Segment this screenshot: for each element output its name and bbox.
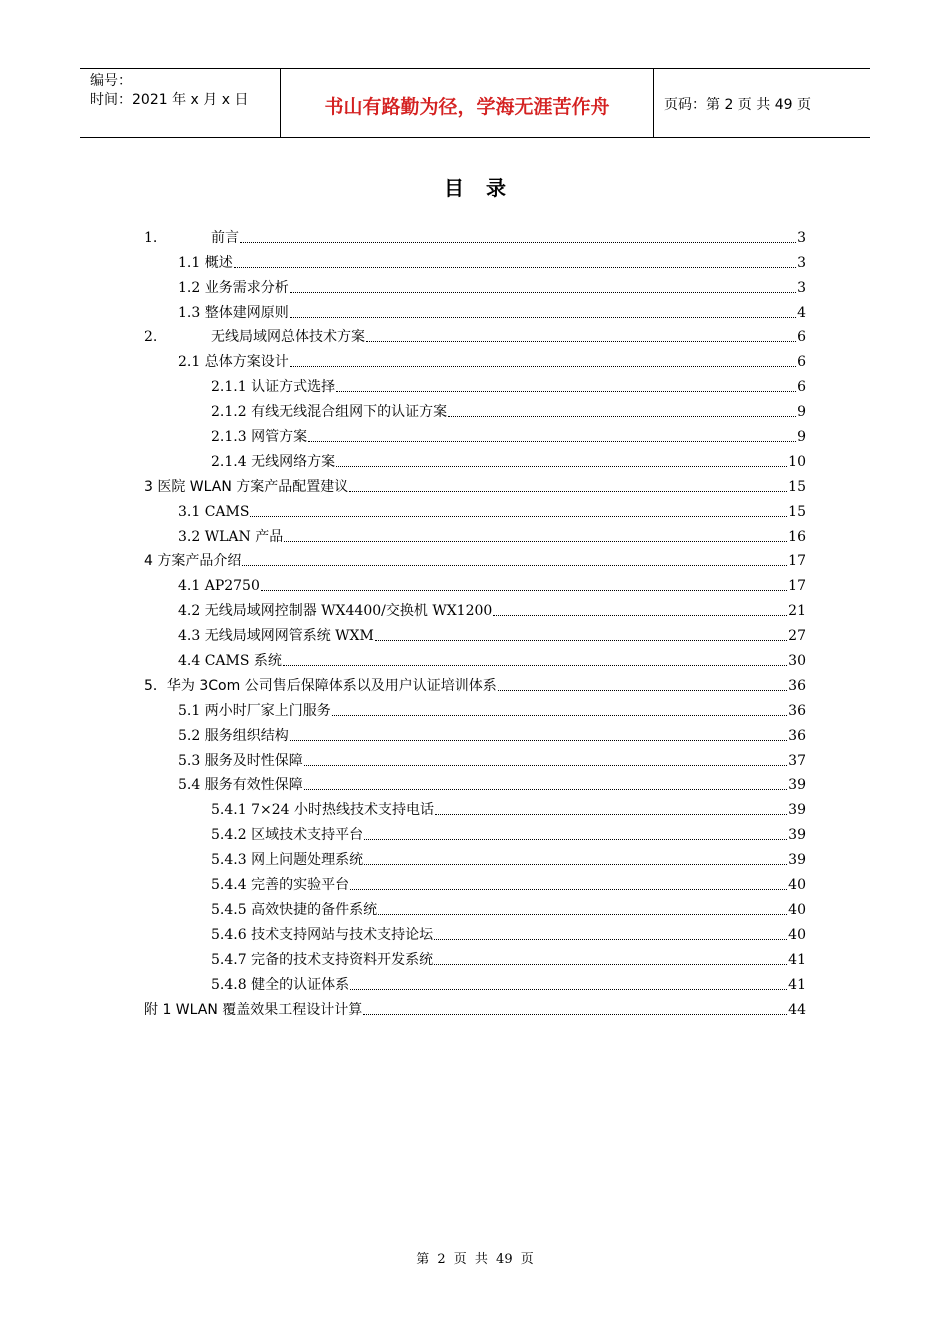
- toc-entry[interactable]: [144, 818, 806, 843]
- toc-leader-dots: [290, 317, 796, 318]
- toc-entry-label: [211, 927, 433, 943]
- toc-entry-page: 36: [788, 702, 806, 719]
- toc-entry[interactable]: [144, 619, 806, 644]
- toc-entry-page: 37: [788, 752, 806, 769]
- toc-entry-page: 3: [797, 229, 806, 246]
- toc-entry-text: 5.4 服务有效性保障: [178, 777, 303, 794]
- toc-leader-dots: [250, 516, 787, 517]
- toc-leader-dots: [375, 640, 787, 641]
- toc-entry-label: [211, 877, 349, 893]
- toc-leader-dots: [290, 366, 796, 367]
- toc-leader-dots: [349, 491, 787, 492]
- toc-entry[interactable]: [144, 993, 806, 1018]
- toc-entry[interactable]: [144, 644, 806, 669]
- toc-entry-label: [178, 504, 249, 520]
- toc-leader-dots: [434, 964, 787, 965]
- toc-entry-label: [178, 354, 289, 370]
- toc-entry[interactable]: [144, 296, 806, 321]
- toc-leader-dots: [332, 715, 787, 716]
- toc-entry-text: 4.1 AP2750: [178, 578, 260, 595]
- toc-entry-text: 4.4 CAMS 系统: [178, 653, 282, 670]
- toc-entry-page: 40: [788, 926, 806, 943]
- toc-entry-text: 5.4.5 高效快捷的备件系统: [211, 901, 378, 918]
- toc-entry-label: [144, 329, 365, 345]
- page-header: [80, 68, 870, 138]
- toc-entry-label: [178, 255, 233, 271]
- toc-entry-page: 9: [797, 404, 806, 421]
- toc-entry-label: [211, 802, 434, 818]
- toc-entry[interactable]: [144, 246, 806, 271]
- toc-entry-text: 5.4.4 完善的实验平台: [211, 877, 350, 894]
- toc-entry[interactable]: [144, 918, 806, 943]
- toc-entry-text: 5.4.7 完备的技术支持资料开发系统: [211, 951, 434, 968]
- toc-entry-text: 2.1.4 无线网络方案: [211, 453, 336, 470]
- toc-entry-text: 5.4.2 区域技术支持平台: [211, 827, 364, 844]
- toc-entry[interactable]: [144, 445, 806, 470]
- toc-entry-text: 4.2 无线局域网控制器 WX4400/交换机 WX1200: [178, 603, 493, 620]
- toc-leader-dots: [378, 914, 787, 915]
- toc-leader-dots: [283, 665, 787, 666]
- toc-leader-dots: [290, 292, 796, 293]
- toc-entry-number: 2.: [144, 329, 158, 346]
- toc-entry-page: 21: [788, 603, 806, 620]
- header-meta: [80, 69, 281, 137]
- toc-entry-number: 1.: [144, 229, 158, 246]
- toc-entry-label: [178, 603, 492, 619]
- toc-entry[interactable]: [144, 569, 806, 594]
- toc-entry-page: 39: [788, 802, 806, 819]
- toc-entry-label: [211, 952, 433, 968]
- toc-leader-dots: [366, 341, 796, 342]
- toc-entry-page: 10: [788, 453, 806, 470]
- toc-entry[interactable]: [144, 370, 806, 395]
- toc-entry-text: 3 医院 WLAN 方案产品配置建议: [144, 478, 349, 495]
- toc-entry-text: 前言: [211, 229, 239, 246]
- toc-entry-text: 附 1 WLAN 覆盖效果工程设计计算: [144, 1001, 363, 1018]
- toc-entry-page: 41: [788, 976, 806, 993]
- toc-leader-dots: [336, 391, 796, 392]
- toc-entry[interactable]: [144, 719, 806, 744]
- toc-entry-text: 3.1 CAMS: [178, 503, 250, 520]
- toc-entry-text: 2.1 总体方案设计: [178, 354, 289, 371]
- page-footer: 第 2 页 共 49 页: [416, 1252, 534, 1267]
- toc-leader-dots: [363, 1014, 787, 1015]
- toc-entry-page: 40: [788, 877, 806, 894]
- toc-entry-page: 30: [788, 653, 806, 670]
- toc-leader-dots: [498, 690, 787, 691]
- toc-entry[interactable]: [144, 744, 806, 769]
- toc-entry-text: 5.4.1 7×24 小时热线技术支持电话: [211, 802, 434, 819]
- toc-entry[interactable]: [144, 345, 806, 370]
- toc-leader-dots: [364, 839, 787, 840]
- toc-entry-label: [144, 230, 239, 246]
- toc-leader-dots: [304, 765, 787, 766]
- toc-entry-label: [178, 280, 289, 296]
- toc-entry-label: [178, 653, 282, 669]
- toc-entry-label: [211, 379, 335, 395]
- toc-entry-label: [211, 454, 335, 470]
- toc-entry-page: 36: [788, 677, 806, 694]
- toc-entry-page: 15: [788, 478, 806, 495]
- toc-entry-page: 40: [788, 901, 806, 918]
- toc-entry-text: 5.4.8 健全的认证体系: [211, 976, 350, 993]
- toc-entry-text: 5.4.6 技术支持网站与技术支持论坛: [211, 926, 434, 943]
- toc-entry-text: 2.1.3 网管方案: [211, 429, 308, 446]
- toc-entry[interactable]: [144, 669, 806, 694]
- toc-entry-label: [211, 429, 307, 445]
- toc-entry-label: [178, 728, 289, 744]
- toc-leader-dots: [336, 466, 787, 467]
- table-of-contents: [144, 221, 806, 1018]
- toc-leader-dots: [350, 889, 787, 890]
- toc-leader-dots: [364, 864, 787, 865]
- toc-entry[interactable]: [144, 495, 806, 520]
- toc-entry-label: [211, 852, 363, 868]
- toc-entry[interactable]: [144, 943, 806, 968]
- toc-entry-text: 5．华为 3Com 公司售后保障体系以及用户认证培训体系: [144, 677, 497, 694]
- toc-entry-label: [178, 628, 374, 644]
- toc-entry-text: 3.2 WLAN 产品: [178, 528, 284, 545]
- toc-entry-page: 36: [788, 727, 806, 744]
- toc-entry-page: 4: [797, 304, 806, 321]
- toc-entry[interactable]: [144, 694, 806, 719]
- toc-entry-text: 5.1 两小时厂家上门服务: [178, 702, 331, 719]
- toc-entry-page: 16: [788, 528, 806, 545]
- toc-leader-dots: [261, 590, 787, 591]
- toc-entry-label: [178, 578, 260, 594]
- toc-entry[interactable]: [144, 395, 806, 420]
- toc-entry-label: [178, 777, 303, 793]
- toc-entry-page: 41: [788, 951, 806, 968]
- toc-entry-page: 27: [788, 628, 806, 645]
- toc-entry-text: 1.1 概述: [178, 254, 233, 271]
- toc-leader-dots: [350, 989, 787, 990]
- toc-entry-label: [178, 305, 289, 321]
- toc-entry[interactable]: [144, 221, 806, 246]
- toc-entry-page: 3: [797, 254, 806, 271]
- toc-entry-label: [144, 553, 241, 569]
- toc-entry-page: 6: [797, 329, 806, 346]
- toc-entry-label: [211, 404, 447, 420]
- toc-entry[interactable]: [144, 843, 806, 868]
- toc-entry-text: 4.3 无线局域网网管系统 WXM: [178, 628, 374, 645]
- toc-entry-label: [211, 977, 349, 993]
- toc-entry[interactable]: [144, 545, 806, 570]
- toc-title: 目录: [444, 176, 528, 200]
- toc-entry-text: 5.3 服务及时性保障: [178, 752, 303, 769]
- toc-leader-dots: [284, 541, 787, 542]
- toc-entry-text: 1.2 业务需求分析: [178, 279, 289, 296]
- toc-leader-dots: [304, 789, 787, 790]
- toc-leader-dots: [290, 740, 787, 741]
- toc-entry[interactable]: [144, 769, 806, 794]
- toc-entry-text: 2.1.1 认证方式选择: [211, 379, 336, 396]
- document-number-label: 编号：: [90, 73, 132, 89]
- toc-entry-page: 17: [788, 578, 806, 595]
- toc-entry-page: 39: [788, 777, 806, 794]
- toc-entry-label: [178, 703, 331, 719]
- toc-entry-page: 39: [788, 827, 806, 844]
- toc-entry-text: 4 方案产品介绍: [144, 553, 242, 570]
- toc-entry-label: [144, 479, 348, 495]
- toc-entry[interactable]: [144, 520, 806, 545]
- toc-entry-label: [178, 753, 303, 769]
- toc-entry-text: 5.2 服务组织结构: [178, 727, 289, 744]
- toc-entry-page: 44: [788, 1001, 806, 1018]
- toc-entry-page: 9: [797, 429, 806, 446]
- toc-entry[interactable]: [144, 893, 806, 918]
- toc-entry[interactable]: [144, 271, 806, 296]
- toc-entry-page: 39: [788, 852, 806, 869]
- toc-entry-label: [211, 827, 363, 843]
- toc-entry-label: [144, 1002, 362, 1018]
- document-time-label: 时间：2021 年 x 月 x 日: [90, 92, 249, 108]
- toc-entry-page: 6: [797, 354, 806, 371]
- toc-leader-dots: [493, 615, 787, 616]
- toc-leader-dots: [240, 242, 796, 243]
- toc-leader-dots: [435, 814, 787, 815]
- header-page-info: 页码：第 2 页 共 49 页: [664, 97, 811, 113]
- toc-entry-label: [211, 902, 377, 918]
- toc-entry-text: 5.4.3 网上问题处理系统: [211, 852, 364, 869]
- toc-entry[interactable]: [144, 968, 806, 993]
- toc-leader-dots: [308, 441, 796, 442]
- toc-leader-dots: [448, 416, 796, 417]
- header-motto: 书山有路勤为径，学海无涯苦作舟: [281, 69, 654, 137]
- toc-entry-page: 6: [797, 379, 806, 396]
- toc-entry-page: 3: [797, 279, 806, 296]
- toc-leader-dots: [434, 939, 787, 940]
- toc-entry-text: 2.1.2 有线无线混合组网下的认证方案: [211, 404, 448, 421]
- toc-entry-page: 17: [788, 553, 806, 570]
- toc-entry-text: 1.3 整体建网原则: [178, 304, 289, 321]
- toc-entry-label: [178, 529, 283, 545]
- toc-entry[interactable]: [144, 868, 806, 893]
- toc-entry[interactable]: [144, 793, 806, 818]
- toc-entry[interactable]: [144, 470, 806, 495]
- toc-leader-dots: [234, 267, 796, 268]
- toc-entry[interactable]: [144, 420, 806, 445]
- toc-entry-text: 无线局域网总体技术方案: [211, 329, 365, 346]
- toc-entry[interactable]: [144, 321, 806, 346]
- toc-leader-dots: [242, 565, 787, 566]
- toc-entry-page: 15: [788, 503, 806, 520]
- toc-entry-label: [144, 678, 497, 694]
- toc-entry[interactable]: [144, 594, 806, 619]
